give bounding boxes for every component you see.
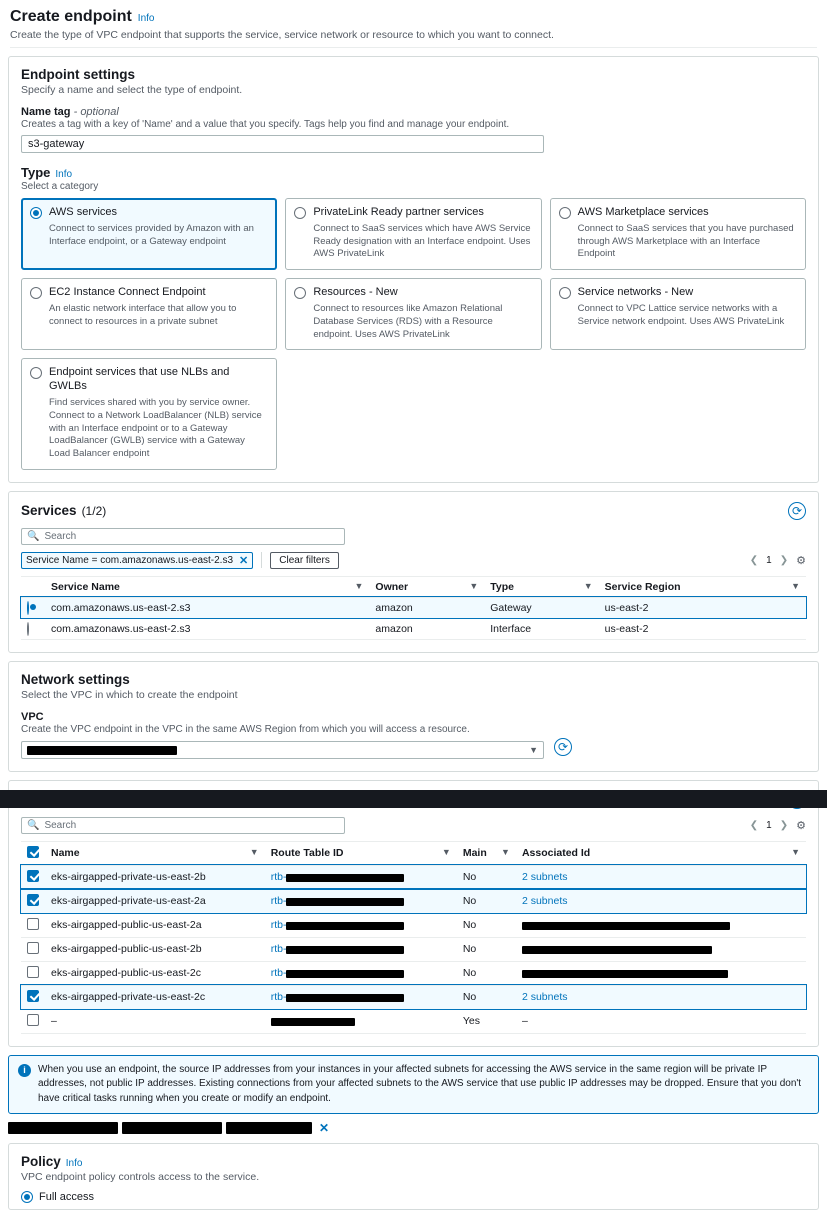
col-label: Service Name [51,580,120,593]
cell-main: No [457,865,516,889]
services-page-number[interactable]: 1 [766,554,772,566]
cell-associated-id [516,913,806,937]
type-option-privatelink-ready-partner-services[interactable] [285,198,541,270]
services-filter-token-label: Service Name = com.amazonaws.us-east-2.s3 [26,554,234,566]
row-checkbox[interactable] [27,894,39,906]
cell-main: No [457,889,516,913]
sort-icon[interactable]: ▼ [354,580,364,591]
table-row[interactable] [21,1009,806,1033]
radio-icon[interactable] [21,1191,33,1203]
redacted-filter-bar [8,1121,819,1135]
services-container [8,491,819,653]
radio-icon[interactable] [294,287,306,299]
services-col-service-region[interactable] [599,576,806,597]
route-tables-table [21,841,806,1034]
type-option-title: Endpoint services that use NLBs and GWLBs [49,366,230,393]
close-icon[interactable]: ✕ [319,1121,330,1136]
gear-icon[interactable]: ⚙ [796,554,806,567]
cell-name: eks-airgapped-public-us-east-2b [45,937,265,961]
vpc-select[interactable] [21,741,544,759]
type-option-desc: Connect to SaaS services that you have purchased through AWS Marketplace with an Interface Endpoint [577,222,794,260]
cell-main: No [457,985,516,1009]
cell-route-table-id[interactable] [265,961,457,985]
chevron-down-icon[interactable]: ▼ [529,744,538,755]
row-checkbox[interactable] [27,918,39,930]
route-tables-search-input[interactable] [21,817,345,834]
services-search-input[interactable] [21,528,345,545]
route-table-id-link[interactable]: rtb- [270,943,287,956]
rt-col-associated-id[interactable] [516,841,806,865]
radio-icon[interactable] [294,207,306,219]
route-table-id-link[interactable]: rtb- [270,967,287,980]
name-tag-label [21,106,806,118]
rt-col-main[interactable] [457,841,516,865]
table-row[interactable] [21,889,806,913]
select-all-checkbox[interactable] [27,846,39,858]
row-checkbox[interactable] [27,942,39,954]
name-tag-description: Creates a tag with a key of 'Name' and a value that you specify. Tags help you find and manage your endpoint. [21,119,510,130]
cell-associated-id [516,937,806,961]
col-label: Owner [375,580,409,593]
redacted-text [286,874,404,882]
type-option-desc: Connect to services provided by Amazon with an Interface endpoint, or a Gateway endpoint [49,222,254,247]
cell-associated-id: – [516,1009,806,1033]
cell-region: us-east-2 [599,597,806,618]
type-option-desc: Find services shared with you by service owner. Connect to a Network LoadBalancer (NLB) service with an Interface endpoint or to a Gateway LoadBalancer (GWLB) service with a Gateway Load Balancer endpoint [49,396,262,460]
col-label: Associated Id [521,847,591,860]
prev-page-icon[interactable]: ❮ [749,819,759,831]
info-alert [8,1055,819,1115]
radio-icon[interactable] [27,601,29,615]
row-checkbox[interactable] [27,966,39,978]
gear-icon[interactable]: ⚙ [796,819,806,832]
col-label: Main [462,847,487,860]
network-settings-title: Network settings [21,671,130,687]
redacted-text [522,922,730,930]
type-option-title: Resources - New [313,286,398,299]
redacted-text [522,970,728,978]
type-option-endpoint-services-nlb-gwlb[interactable] [21,358,277,470]
table-row[interactable] [21,961,806,985]
type-option-title: AWS Marketplace services [577,206,709,218]
name-tag-label-text: Name tag [21,106,71,118]
vpc-label: VPC [21,710,44,723]
sort-icon[interactable]: ▼ [501,847,510,858]
sort-icon[interactable]: ▼ [249,847,259,858]
cell-name: eks-airgapped-private-us-east-2b [45,865,265,889]
table-row[interactable] [21,985,806,1009]
policy-container [8,1143,819,1210]
cell-type: Interface [484,618,598,639]
select-all-cell[interactable] [21,841,45,865]
redacted-text [286,922,404,930]
endpoint-settings-container [8,56,819,483]
row-checkbox-cell[interactable] [21,913,45,937]
page-header [0,0,827,48]
cell-owner: amazon [369,618,484,639]
cell-route-table-id[interactable] [265,937,457,961]
table-row[interactable] [21,865,806,889]
table-row[interactable] [21,913,806,937]
type-option-ec2-instance-connect-endpoint[interactable] [21,278,277,350]
row-checkbox[interactable] [27,990,39,1002]
vpc-value-redacted [27,746,177,755]
row-checkbox-cell[interactable] [21,865,45,889]
radio-icon[interactable] [27,622,29,636]
cell-route-table-id[interactable] [265,865,457,889]
cell-service-name: com.amazonaws.us-east-2.s3 [45,618,369,639]
table-row[interactable] [21,937,806,961]
services-select-col [21,576,45,597]
cell-route-table-id[interactable] [265,985,457,1009]
type-option-aws-services[interactable] [21,198,277,270]
row-checkbox-cell[interactable] [21,985,45,1009]
network-settings-container [8,661,819,772]
route-tables-container [8,780,819,1047]
route-tables-page-number[interactable]: 1 [766,819,772,831]
close-icon[interactable]: ✕ [239,554,249,567]
row-checkbox[interactable] [27,870,39,882]
row-checkbox-cell[interactable] [21,889,45,913]
services-table [21,576,806,640]
type-options [21,198,806,470]
route-tables-header-row [21,841,806,865]
network-settings-subtitle: Select the VPC in which to create the endpoint [21,688,238,701]
col-label: Service Region [604,580,681,593]
sort-icon[interactable]: ▼ [583,580,593,591]
route-table-id-link[interactable]: rtb- [270,895,287,908]
cell-route-table-id [265,1009,457,1033]
info-icon: i [18,1064,31,1077]
prev-page-icon[interactable]: ❮ [749,554,759,566]
associated-id-link[interactable]: 2 subnets [521,991,568,1004]
services-col-service-name[interactable] [45,576,369,597]
cell-name: eks-airgapped-private-us-east-2c [45,985,265,1009]
redacted-text [286,946,404,954]
endpoint-settings-title: Endpoint settings [21,67,135,82]
row-radio-cell[interactable] [21,618,45,639]
type-option-desc: Connect to resources like Amazon Relational Database Services (RDS) with a Resource endpoint. Uses AWS PrivateLink [313,302,503,340]
row-checkbox[interactable] [27,1014,39,1026]
col-label: Type [490,580,514,593]
cell-main: No [457,913,516,937]
type-option-desc: An elastic network interface that allow you to connect to resources in a private subnet [49,302,237,327]
cell-associated-id[interactable] [516,985,806,1009]
cell-name: eks-airgapped-private-us-east-2a [45,889,265,913]
info-alert-text: When you use an endpoint, the source IP addresses from your instances in your affected subnets for accessing the AWS service in the same region will be private IP addresses, not public IP addresses. Existing connections from your affected subnets to the AWS service that use public IP addresses may be dropped. Ensure that you don't have critical tasks running when you create or modify an endpoint. [38,1063,802,1104]
policy-info-link[interactable]: Info [65,1158,83,1170]
cell-type: Gateway [484,597,598,618]
radio-icon[interactable] [30,207,42,219]
row-checkbox-cell[interactable] [21,961,45,985]
policy-title: Policy [21,1154,61,1170]
redacted-text [286,970,404,978]
redacted-token[interactable] [122,1122,222,1134]
filter-divider [261,552,262,568]
cell-name: eks-airgapped-public-us-east-2a [45,913,265,937]
col-label: Name [51,847,80,860]
type-option-desc: Connect to VPC Lattice service networks with a Service network endpoint. Uses AWS PrivateLink [577,302,785,327]
search-icon: 🔍 [27,530,40,542]
policy-option-label: Full access [39,1190,95,1203]
bottom-bar [0,790,827,808]
col-label: Route Table ID [270,847,344,860]
policy-option-full-access[interactable] [21,1190,806,1203]
header-divider [10,47,817,48]
redacted-text [271,1018,355,1026]
type-option-service-networks[interactable] [550,278,806,350]
clear-filters-button[interactable]: Clear filters [270,552,339,569]
cell-route-table-id[interactable] [265,913,457,937]
redacted-token[interactable] [226,1122,312,1134]
route-tables-search-placeholder: Search [44,819,77,831]
rt-col-name[interactable] [45,841,265,865]
services-refresh-icon[interactable]: ⟳ [788,502,806,520]
next-page-icon[interactable]: ❯ [779,819,789,831]
services-search-placeholder: Search [44,530,77,542]
type-description: Select a category [21,181,99,192]
cell-region: us-east-2 [599,618,806,639]
redacted-token[interactable] [8,1122,118,1134]
services-title: Services [21,502,77,518]
services-count: (1/2) [81,503,107,518]
route-table-id-link[interactable]: rtb- [270,871,287,884]
redacted-text [522,946,712,954]
endpoint-settings-subtitle: Specify a name and select the type of endpoint. [21,84,243,96]
cell-main: No [457,961,516,985]
next-page-icon[interactable]: ❯ [779,554,789,566]
page-title: Create endpoint [10,8,132,25]
radio-icon[interactable] [559,207,571,219]
sort-icon[interactable]: ▼ [791,847,800,858]
associated-id-link[interactable]: 2 subnets [521,871,568,884]
cell-route-table-id[interactable] [265,889,457,913]
rt-col-route-table-id[interactable] [265,841,457,865]
vpc-refresh-icon[interactable]: ⟳ [554,738,572,756]
type-option-aws-marketplace-services[interactable] [550,198,806,270]
services-col-owner[interactable] [369,576,484,597]
services-table-header-row [21,576,806,597]
cell-main: No [457,937,516,961]
type-option-title: AWS services [49,206,118,218]
type-label: Type [21,165,51,180]
cell-owner: amazon [369,597,484,618]
header-info-link[interactable]: Info [137,13,155,24]
policy-subtitle: VPC endpoint policy controls access to the service. [21,1171,260,1184]
page-subtitle: Create the type of VPC endpoint that supports the service, service network or resource to which you want to connect. [10,29,554,41]
associated-id-link[interactable]: 2 subnets [521,895,568,908]
type-option-resources[interactable] [285,278,541,350]
table-row[interactable] [21,618,806,639]
radio-icon[interactable] [559,287,571,299]
name-tag-input[interactable] [21,135,544,153]
row-checkbox-cell[interactable] [21,937,45,961]
row-checkbox-cell[interactable] [21,1009,45,1033]
cell-associated-id[interactable] [516,865,806,889]
cell-main: Yes [457,1009,516,1033]
radio-icon[interactable] [30,287,42,299]
page-title-row [10,8,817,26]
redacted-text [286,994,404,1002]
services-col-type[interactable] [484,576,598,597]
route-table-id-link[interactable]: rtb- [270,919,287,932]
search-icon: 🔍 [27,819,40,831]
sort-icon[interactable]: ▼ [441,847,451,858]
name-tag-optional: - optional [73,106,119,118]
redacted-text [286,898,404,906]
route-tables-pagination [750,819,806,832]
table-row[interactable] [21,597,806,618]
services-pagination [750,554,806,567]
services-filter-token[interactable] [21,552,253,569]
cell-name: – [45,1009,265,1033]
row-radio-cell[interactable] [21,597,45,618]
type-option-title: PrivateLink Ready partner services [313,206,484,218]
type-option-title: Service networks - New [577,286,694,299]
cell-associated-id [516,961,806,985]
sort-icon[interactable]: ▼ [469,580,479,591]
cell-service-name: com.amazonaws.us-east-2.s3 [45,597,369,618]
type-info-link[interactable]: Info [55,169,73,180]
sort-icon[interactable]: ▼ [791,580,800,591]
vpc-description: Create the VPC endpoint in the VPC in the same AWS Region from which you will access a resource. [21,723,470,735]
cell-associated-id[interactable] [516,889,806,913]
type-option-desc: Connect to SaaS services which have AWS Service Ready designation with an Interface endpoint. Uses AWS PrivateLink [313,222,531,260]
route-table-id-link[interactable]: rtb- [270,991,287,1004]
cell-name: eks-airgapped-public-us-east-2c [45,961,265,985]
type-option-title: EC2 Instance Connect Endpoint [49,286,206,299]
radio-icon[interactable] [30,367,42,379]
